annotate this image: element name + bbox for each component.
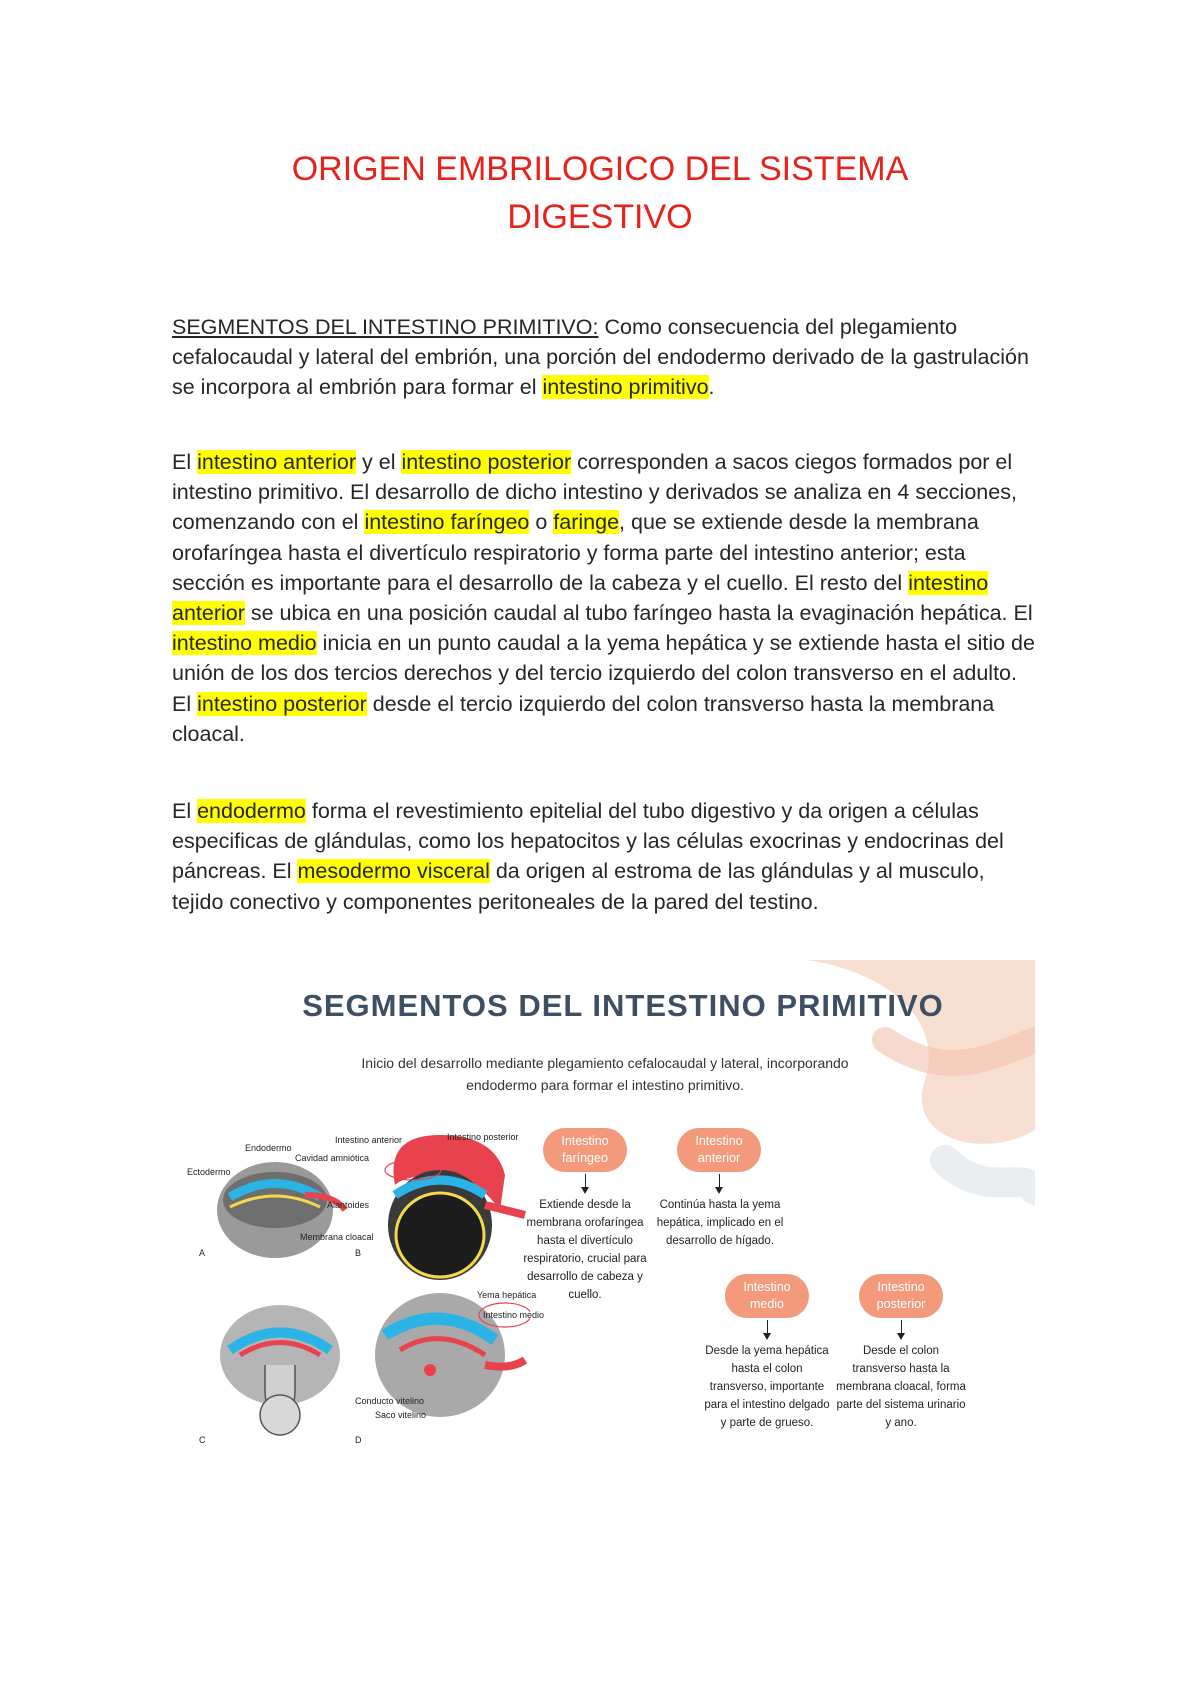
arrow-faringeo xyxy=(585,1174,586,1192)
infographic-title: SEGMENTOS DEL INTESTINO PRIMITIVO xyxy=(302,988,944,1023)
highlighted-term: faringe xyxy=(553,510,620,535)
text-run: o xyxy=(529,510,554,535)
label-c: C xyxy=(199,1435,206,1445)
highlighted-term: mesodermo visceral xyxy=(297,859,490,884)
text-run: forma el revestimiento epitelial del tubo digestivo y da origen a células especificas de glándulas, como los hepatocitos y las células exocrinas y endocrinas del páncreas. El xyxy=(172,799,1004,884)
title-line-2: DIGESTIVO xyxy=(507,198,693,236)
highlighted-term: intestino posterior xyxy=(401,450,572,474)
label-d: D xyxy=(355,1435,362,1445)
infographic-segments xyxy=(185,960,1035,1450)
label-intestino-posterior: Intestino posterior xyxy=(447,1132,519,1142)
label-b: B xyxy=(355,1248,362,1258)
subtitle-line-2: endodermo para formar el intestino primitivo. xyxy=(466,1077,744,1093)
text-run: El xyxy=(172,450,198,474)
text-run: desde el tercio izquierdo del colon transverso hasta la membrana cloacal. xyxy=(172,691,995,746)
embryo-b xyxy=(388,1135,525,1280)
embryo-a xyxy=(217,1162,345,1258)
desc-intestino-anterior: Continúa hasta la yema hepática, implicado en el desarrollo de hígado. xyxy=(656,1199,784,1247)
box-intestino-anterior: Intestino anterior xyxy=(677,1128,761,1172)
paragraph-segments xyxy=(172,447,1040,749)
highlighted-term: intestino primitivo xyxy=(542,375,709,400)
label-cavidad-amniotica: Cavidad amniótica xyxy=(295,1153,370,1163)
text-run: Como consecuencia del plegamiento cefalocaudal y lateral del embrión, una porción del endodermo derivado de la gastrulación se incorpora al embrión para formar el xyxy=(172,315,1029,400)
label-saco-vitelino: Saco vitelino xyxy=(375,1410,427,1420)
desc-intestino-faringeo: Extiende desde la membrana orofaríngea hasta el divertículo respiratorio, crucial para desarrollo de cabeza y cuello. xyxy=(523,1199,647,1301)
label-conducto-vitelino: Conducto vitelino xyxy=(355,1396,425,1406)
text-run: corresponden a sacos ciegos formados por el intestino primitivo. El desarrollo de dicho intestino y derivados se analiza en 4 secciones, comenzando con el xyxy=(172,450,1017,535)
infographic-subtitle xyxy=(305,1052,905,1096)
arrow-anterior xyxy=(719,1174,720,1192)
text-run: da origen al estroma de las glándulas y al musculo, tejido conectivo y componentes peritoneales de la pared del testino. xyxy=(172,859,985,914)
box-intestino-faringeo: Intestino faríngeo xyxy=(543,1128,627,1172)
text-run: , que se extiende desde la membrana orofaríngea hasta el divertículo respiratorio y forma parte del intestino anterior; esta sección es importante para el desarrollo de la cabeza y el cuello. El resto del xyxy=(172,510,979,595)
label-a: A xyxy=(199,1248,206,1258)
label-ectodermo: Ectodermo xyxy=(187,1167,231,1177)
arrow-medio xyxy=(767,1320,768,1338)
subtitle-line-1: Inicio del desarrollo mediante plegamiento cefalocaudal y lateral, incorporando xyxy=(361,1055,849,1071)
arrow-posterior xyxy=(901,1320,902,1338)
paragraph-derivatives xyxy=(172,796,1040,917)
highlighted-term: endodermo xyxy=(197,799,306,823)
label-membrana-cloacal: Membrana cloacal xyxy=(300,1232,374,1242)
label-yema-hepatica: Yema hepática xyxy=(477,1290,537,1300)
label-alantoides: Alantoides xyxy=(327,1200,370,1210)
desc-intestino-medio: Desde la yema hepática hasta el colon transverso, importante para el intestino delgado y parte de grueso. xyxy=(704,1345,830,1429)
highlighted-term: intestino medio xyxy=(172,631,317,656)
text-run: se ubica en una posición caudal al tubo faríngeo hasta la evaginación hepática. El xyxy=(244,601,1033,626)
paragraph-intro xyxy=(172,312,1040,403)
label-intestino-medio: Intestino medio xyxy=(483,1310,545,1320)
label-intestino-anterior: Intestino anterior xyxy=(335,1135,403,1145)
text-run: inicia en un punto caudal a la yema hepática y se extiende hasta el sitio de unión de los dos tercios derechos y del tercio izquierdo del colon transverso en el adulto. El xyxy=(172,631,1035,716)
highlighted-term: intestino anterior xyxy=(172,570,989,626)
title-line-1: ORIGEN EMBRILOGICO DEL SISTEMA xyxy=(291,150,909,188)
text-run: y el xyxy=(356,450,402,474)
highlighted-term: intestino posterior xyxy=(197,691,367,716)
box-intestino-medio: Intestino medio xyxy=(725,1274,809,1318)
page-title xyxy=(170,145,1030,241)
label-endodermo: Endodermo xyxy=(245,1143,292,1153)
text-run: . xyxy=(708,375,715,400)
underlined-heading: SEGMENTOS DEL INTESTINO PRIMITIVO: xyxy=(172,315,599,339)
highlighted-term: intestino faríngeo xyxy=(364,510,530,535)
desc-intestino-posterior: Desde el colon transverso hasta la membrana cloacal, forma parte del sistema urinario y ano. xyxy=(836,1345,966,1429)
box-intestino-posterior: Intestino posterior xyxy=(859,1274,943,1318)
highlighted-term: intestino anterior xyxy=(197,450,357,474)
embryo-c xyxy=(220,1305,340,1435)
text-run: El xyxy=(172,799,198,823)
